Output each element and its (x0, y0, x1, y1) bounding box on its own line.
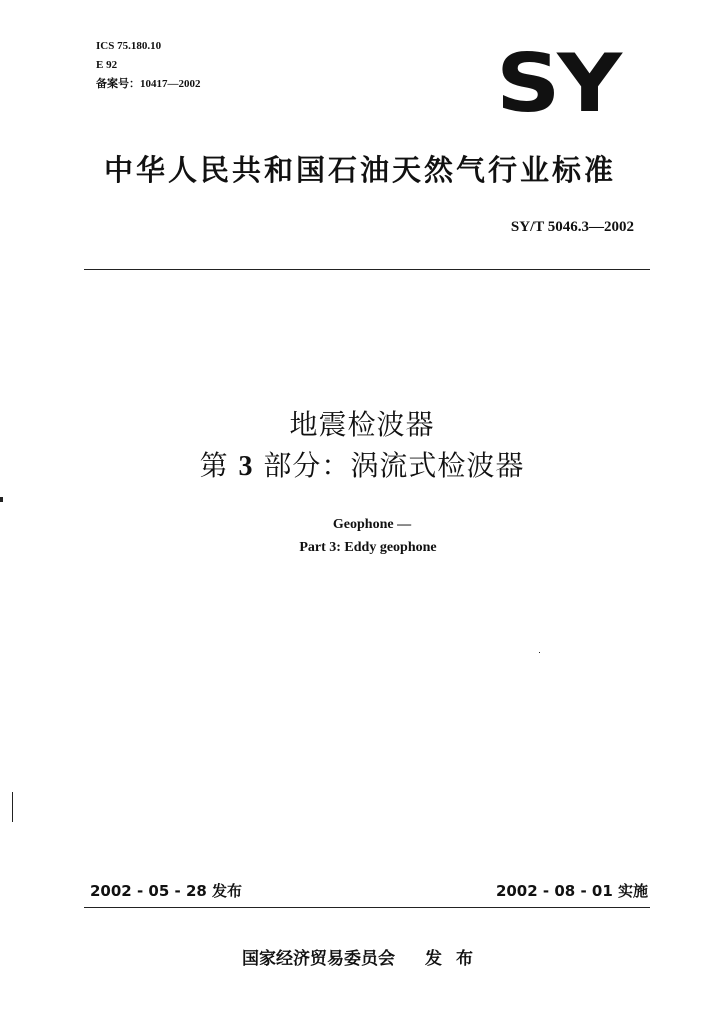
english-title-line-1: Geophone — (332, 517, 412, 532)
issuer-action: 发布 (425, 949, 487, 969)
scan-mark (12, 792, 13, 822)
issuing-authority (242, 944, 487, 969)
chinese-title-suffix: 部分：涡流式检波器 (263, 449, 525, 482)
classification-block (96, 37, 201, 94)
bottom-divider (84, 907, 650, 908)
scan-mark (539, 652, 540, 653)
implementation-date: 2002 - 08 - 01 实施 (495, 882, 648, 900)
standard-code: SY/T 5046.3—2002 (510, 219, 634, 235)
ccs-code: E 92 (96, 59, 118, 71)
sy-logo: SY (496, 37, 619, 130)
issue-date: 2002 - 05 - 28 发布 (90, 882, 243, 900)
filing-number: 备案号：10417—2002 (96, 78, 201, 90)
chinese-title-line-2 (0, 449, 724, 482)
industry-standard-title: 中华人民共和国石油天然气行业标准 (104, 153, 617, 187)
ics-code: ICS 75.180.10 (96, 40, 162, 52)
issuer-name: 国家经济贸易委员会 (242, 949, 395, 969)
chinese-title-prefix: 第 (199, 449, 229, 482)
english-title-line-2: Part 3: Eddy geophone (299, 540, 437, 555)
chinese-title-line-1: 地震检波器 (289, 408, 435, 441)
top-divider (84, 269, 650, 270)
scan-mark (0, 497, 3, 502)
chinese-title-part-number: 3 (238, 451, 254, 482)
